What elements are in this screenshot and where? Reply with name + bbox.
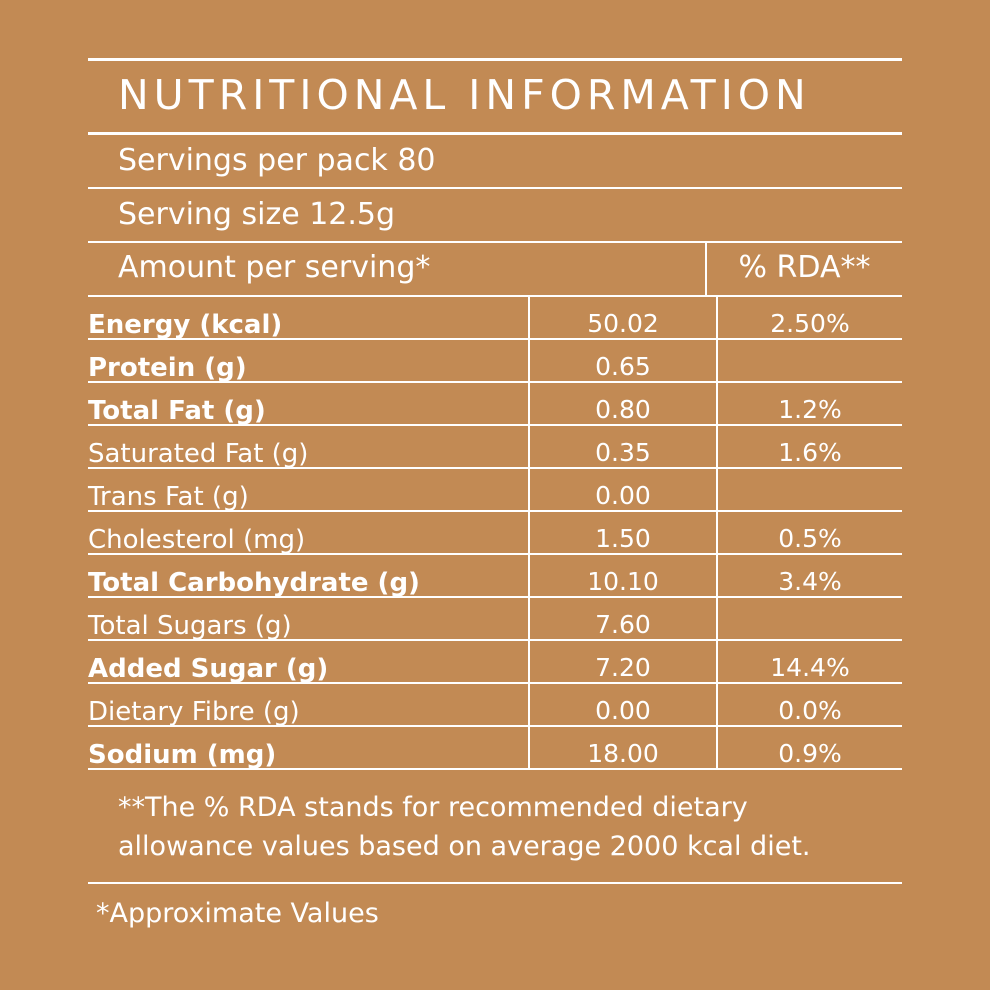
row-label: Dietary Fibre (g) [88, 683, 529, 726]
row-rda: 0.5% [717, 511, 902, 554]
table-row [88, 297, 902, 339]
approximate-values-note: *Approximate Values [96, 898, 379, 930]
table-row [88, 640, 902, 683]
rda-footnote-line1: **The % RDA stands for recommended dietary [118, 792, 748, 824]
row-label: Total Carbohydrate (g) [88, 554, 529, 597]
row-rda: 1.2% [717, 382, 902, 425]
table-row [88, 726, 902, 769]
row-label: Total Fat (g) [88, 382, 529, 425]
row-label: Cholesterol (mg) [88, 511, 529, 554]
table-row [88, 382, 902, 425]
nutrition-facts-panel [88, 58, 902, 929]
row-value: 50.02 [529, 297, 717, 339]
row-value: 7.60 [529, 597, 717, 640]
row-rda: 0.0% [717, 683, 902, 726]
page-title: NUTRITIONAL INFORMATION [118, 71, 811, 119]
row-rda [717, 339, 902, 382]
table-header-row [88, 243, 902, 297]
row-value: 1.50 [529, 511, 717, 554]
table-row [88, 597, 902, 640]
row-value: 10.10 [529, 554, 717, 597]
row-rda [717, 468, 902, 511]
table-row [88, 511, 902, 554]
table-row [88, 425, 902, 468]
row-label: Protein (g) [88, 339, 529, 382]
row-rda: 1.6% [717, 425, 902, 468]
row-value: 0.00 [529, 468, 717, 511]
row-label: Saturated Fat (g) [88, 425, 529, 468]
rda-footnote-line2: allowance values based on average 2000 kcal diet. [118, 831, 811, 863]
table-row [88, 554, 902, 597]
table-row [88, 339, 902, 382]
column-header-rda: % RDA** [705, 243, 902, 295]
row-value: 0.35 [529, 425, 717, 468]
rda-footnote [88, 770, 902, 866]
row-value: 0.65 [529, 339, 717, 382]
column-header-amount: Amount per serving* [118, 250, 431, 286]
row-label: Added Sugar (g) [88, 640, 529, 683]
table-row [88, 683, 902, 726]
row-value: 18.00 [529, 726, 717, 769]
row-label: Trans Fat (g) [88, 468, 529, 511]
row-value: 7.20 [529, 640, 717, 683]
row-rda: 2.50% [717, 297, 902, 339]
table-row [88, 468, 902, 511]
row-rda: 0.9% [717, 726, 902, 769]
serving-size: Serving size 12.5g [88, 189, 902, 243]
row-label: Energy (kcal) [88, 297, 529, 339]
row-rda: 3.4% [717, 554, 902, 597]
row-rda [717, 597, 902, 640]
row-label: Sodium (mg) [88, 726, 529, 769]
title-row [88, 58, 902, 135]
nutrition-table [88, 297, 902, 770]
row-value: 0.00 [529, 683, 717, 726]
row-value: 0.80 [529, 382, 717, 425]
servings-per-pack: Servings per pack 80 [88, 135, 902, 189]
row-label: Total Sugars (g) [88, 597, 529, 640]
row-rda: 14.4% [717, 640, 902, 683]
